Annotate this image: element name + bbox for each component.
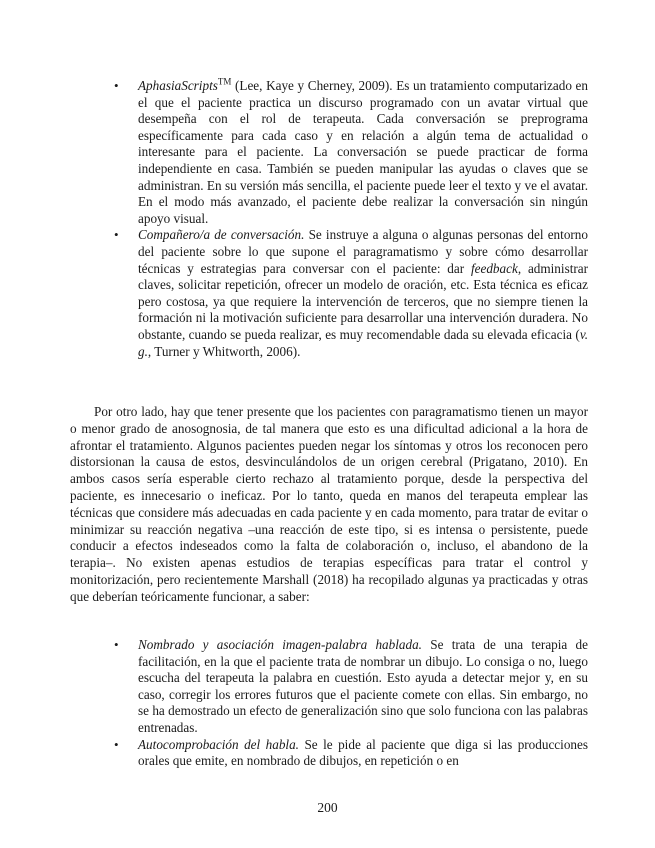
item-text: Se le pide al paciente que diga si las producciones orales que emite, en nombrado de dibujos, en repetición o en bbox=[138, 736, 589, 769]
item-lead: AphasiaScripts bbox=[138, 78, 218, 93]
item-text: , Turner y Whitworth, 2006). bbox=[147, 343, 301, 359]
item-lead: Nombrado y asociación imagen-palabra hablada. bbox=[138, 637, 422, 652]
list-item bbox=[110, 737, 588, 770]
bullet-list-top bbox=[110, 78, 588, 360]
list-item bbox=[110, 637, 588, 737]
item-text: Se trata de una terapia de facilitación, en la que el paciente trata de nombrar un dibujo. Lo consiga o no, luego escucha del terapeuta la palabra en cuestión. Esto ayuda a detectar mejor y, en su caso, corregir los errores futuros que el paciente comete con ellas. Sin embargo, no se ha demostrado un efecto de generalización sino que solo funciona con las palabras entrenadas. bbox=[138, 637, 588, 735]
item-text: Se instruye a alguna o algunas personas del entorno del paciente sobre lo que supone el paragramatismo y sobre cómo desarrollar técnicas y estrategias para conversar con el paciente: dar bbox=[138, 227, 588, 276]
bullet-icon: • bbox=[114, 78, 119, 93]
item-italic-word: feedback bbox=[470, 260, 518, 276]
list-item bbox=[110, 227, 588, 360]
bullet-list-bottom bbox=[110, 637, 588, 770]
item-lead: Compañero/a de conversación. bbox=[138, 227, 305, 243]
item-italic-abbrev: v. g. bbox=[138, 326, 588, 359]
bullet-icon: • bbox=[114, 637, 119, 652]
bullet-icon: • bbox=[114, 227, 119, 243]
item-lead: Autocomprobación del habla. bbox=[138, 736, 299, 752]
body-paragraph: Por otro lado, hay que tener presente que los pacientes con paragramatismo tienen un mayor o menor grado de anosognosia, de tal manera que esto es una dificultad adicional a la hora de afrontar el tratamiento. Algunos pacientes pueden negar los síntomas y otros los reconocen pero distorsionan la causa de estos, desvinculándolos de un origen cerebral (Prigatano, 2010). En ambos casos sería esperable cierto rechazo al tratamiento porque, desde la perspectiva del paciente, es innecesario o ineficaz. Por lo tanto, queda en manos del terapeuta emplear las técnicas que considere más adecuadas en cada paciente y en cada momento, para tratar de evitar o minimizar su reacción negativa –una reacción de este tipo, si es intensa o persistente, puede conducir a efectos indeseados como la falta de colaboración o, incluso, el abandono de la terapia–. No existen apenas estudios de terapias específicas para tratar el control y monitorización, pero recientemente Marshall (2018) ha recopilado algunas ya practicadas y otras que deberían teóricamente funcionar, a saber: bbox=[70, 404, 588, 604]
page-number: 200 bbox=[317, 800, 338, 815]
list-item bbox=[110, 78, 588, 227]
item-text: , administrar claves, solicitar repetición, ofrecer un modelo de oración, etc. Esta técnica es eficaz pero costosa, ya que requiere la intervención de terceros, que no siempre tienen la formación ni la motivación suficiente para desarrollar una intervención duradera. No obstante, cuando se pueda realizar, es muy recomendable dada su elevada eficacia ( bbox=[138, 260, 588, 342]
trademark-sup: TM bbox=[217, 76, 232, 87]
item-text: (Lee, Kaye y Cherney, 2009). Es un tratamiento computarizado en el que el paciente practica un discurso programado con un avatar virtual que desempeña con el rol de terapeuta. Cada conversación se preprograma específicamente para cada caso y en relación a algún tema de actualidad o interesante para el paciente. La conversación se puede practicar de forma independiente en casa. También se pueden manipular las ayudas o claves que se administran. En su versión más sencilla, el paciente puede leer el texto y ve el avatar. En el modo más avanzado, el paciente debe realizar la conversación sin ningún apoyo visual. bbox=[138, 78, 588, 226]
bullet-icon: • bbox=[114, 736, 119, 752]
